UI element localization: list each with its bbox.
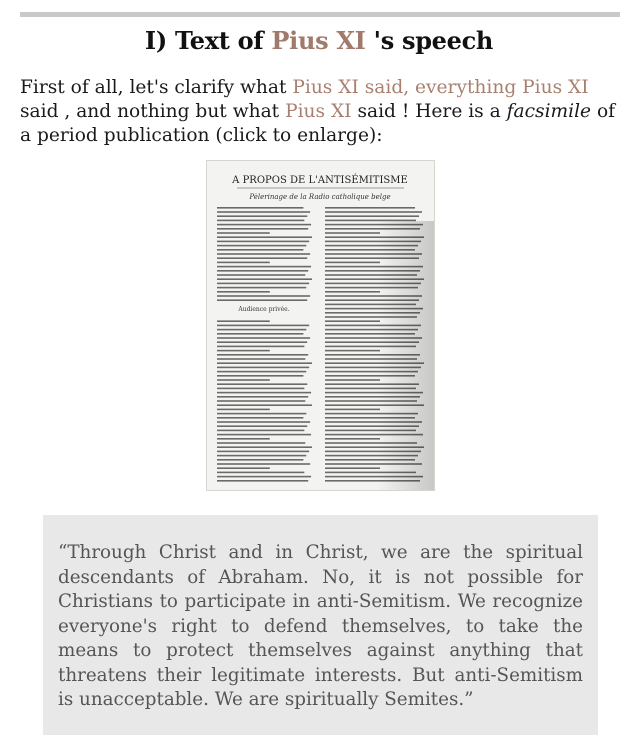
facsimile-text-line	[217, 446, 312, 448]
heading-name-link[interactable]: Pius XI	[271, 26, 366, 55]
quote-text: “Through Christ and in Christ, we are the spiritual descendants of Abraham. No, it is not possible for Christians to participate in anti-Semitism. We recognize everyone's right to defend themselves, to take the means to protect themselves against anything that threatens their legitimate interests. But anti-Semitism is unacceptable. We are spiritually Semites.”	[58, 542, 583, 710]
facsimile-text-line	[217, 476, 311, 478]
facsimile-text-line	[217, 442, 305, 444]
facsimile-text-line	[217, 430, 304, 432]
facsimile-text-line	[217, 434, 311, 436]
facsimile-text-line	[217, 350, 270, 352]
facsimile-text-line	[217, 220, 304, 222]
top-rule	[20, 12, 620, 17]
facsimile-text-line	[217, 253, 310, 255]
facsimile-text-line	[217, 207, 303, 209]
facsimile-text-line	[217, 337, 310, 339]
facsimile-text-line	[217, 325, 309, 327]
facsimile-text-line	[217, 228, 308, 230]
intro-paragraph: First of all, let's clarify what Pius XI said, everything Pius XI said , and nothing but what Pius XI said ! Here is a facsimile of a period publication (click to enlarge):	[20, 77, 616, 146]
facsimile-text-line	[325, 291, 380, 293]
facsimile-title: A PROPOS DE L'ANTISÉMITISME	[232, 175, 408, 186]
facsimile-text-line	[217, 341, 307, 343]
facsimile-text-line	[217, 367, 309, 369]
facsimile-text-line	[217, 354, 308, 356]
facsimile-text-line	[217, 333, 303, 335]
facsimile-text-line	[325, 232, 380, 234]
facsimile-text-line	[217, 262, 270, 264]
facsimile-text-line	[217, 467, 270, 469]
facsimile-text-line	[217, 409, 270, 411]
facsimile-text-line	[325, 438, 380, 440]
facsimile-text-line	[217, 278, 312, 280]
facsimile-text-line	[325, 262, 380, 264]
facsimile-text-line	[217, 249, 303, 251]
facsimile-shadow	[377, 221, 434, 490]
facsimile-text-line	[217, 257, 307, 259]
facsimile-text-line	[217, 329, 306, 331]
facsimile-text-line	[325, 409, 380, 411]
facsimile-text-line	[217, 472, 304, 474]
facsimile-text-line	[217, 480, 308, 482]
facsimile-text-line	[325, 220, 416, 222]
facsimile-text-line	[325, 215, 419, 217]
facsimile-text-line	[217, 400, 305, 402]
facsimile-text-line	[217, 295, 310, 297]
facsimile-text-line	[217, 379, 270, 381]
facsimile-text-line	[217, 287, 306, 289]
facsimile-text-line	[217, 396, 308, 398]
name-link-1[interactable]: Pius XI said, everything Pius XI	[292, 77, 589, 98]
facsimile-text-line	[217, 283, 309, 285]
facsimile-text-line	[217, 211, 310, 213]
facsimile-text-line	[217, 455, 306, 457]
facsimile-text-line	[325, 320, 380, 322]
facsimile-text-line	[217, 245, 306, 247]
facsimile-text-line	[217, 383, 307, 385]
facsimile-text-line	[217, 371, 306, 373]
facsimile-text-line	[217, 291, 270, 293]
facsimile-text-line	[325, 350, 380, 352]
facsimile-image[interactable]	[206, 160, 435, 491]
facsimile-text-line	[217, 299, 307, 301]
facsimile-text-line	[217, 215, 307, 217]
facsimile-text-line	[217, 425, 307, 427]
facsimile-text-line	[217, 375, 303, 377]
facsimile-subtitle: Pèlerinage de la Radio catholique belge	[249, 193, 391, 201]
facsimile-text-line	[217, 404, 312, 406]
facsimile-page	[207, 161, 434, 490]
facsimile-text-line	[217, 459, 303, 461]
facsimile-text-line	[217, 266, 311, 268]
facsimile-text-line	[325, 207, 415, 209]
facsimile-text-line	[325, 379, 380, 381]
facsimile-text-line	[217, 320, 270, 322]
facsimile-text-line	[217, 417, 303, 419]
facsimile-text-line	[217, 270, 308, 272]
facsimile-text-line	[217, 362, 312, 364]
facsimile-text-line	[217, 241, 309, 243]
facsimile-text-line	[217, 346, 304, 348]
facsimile-text-line	[217, 358, 305, 360]
facsimile-text-line	[217, 274, 305, 276]
facsimile-text-line	[217, 421, 310, 423]
facsimile-text-line	[217, 388, 304, 390]
name-link-2[interactable]: Pius XI	[285, 101, 352, 122]
quote-block	[43, 515, 598, 735]
facsimile-text-line	[217, 463, 310, 465]
facsimile-text-line	[217, 451, 309, 453]
facsimile-text-line	[325, 467, 380, 469]
facsimile-text-line	[217, 232, 270, 234]
facsimile-text-line	[217, 392, 311, 394]
section-heading: I) Text of Pius XI 's speech	[144, 26, 494, 55]
facsimile-text-line	[217, 236, 312, 238]
facsimile-section: Audience privée.	[238, 306, 290, 313]
facsimile-text-line	[325, 211, 422, 213]
facsimile-text-line	[217, 438, 270, 440]
facsimile-column-left	[217, 207, 312, 482]
facsimile-text-line	[217, 224, 311, 226]
facsimile-text-line	[217, 413, 306, 415]
